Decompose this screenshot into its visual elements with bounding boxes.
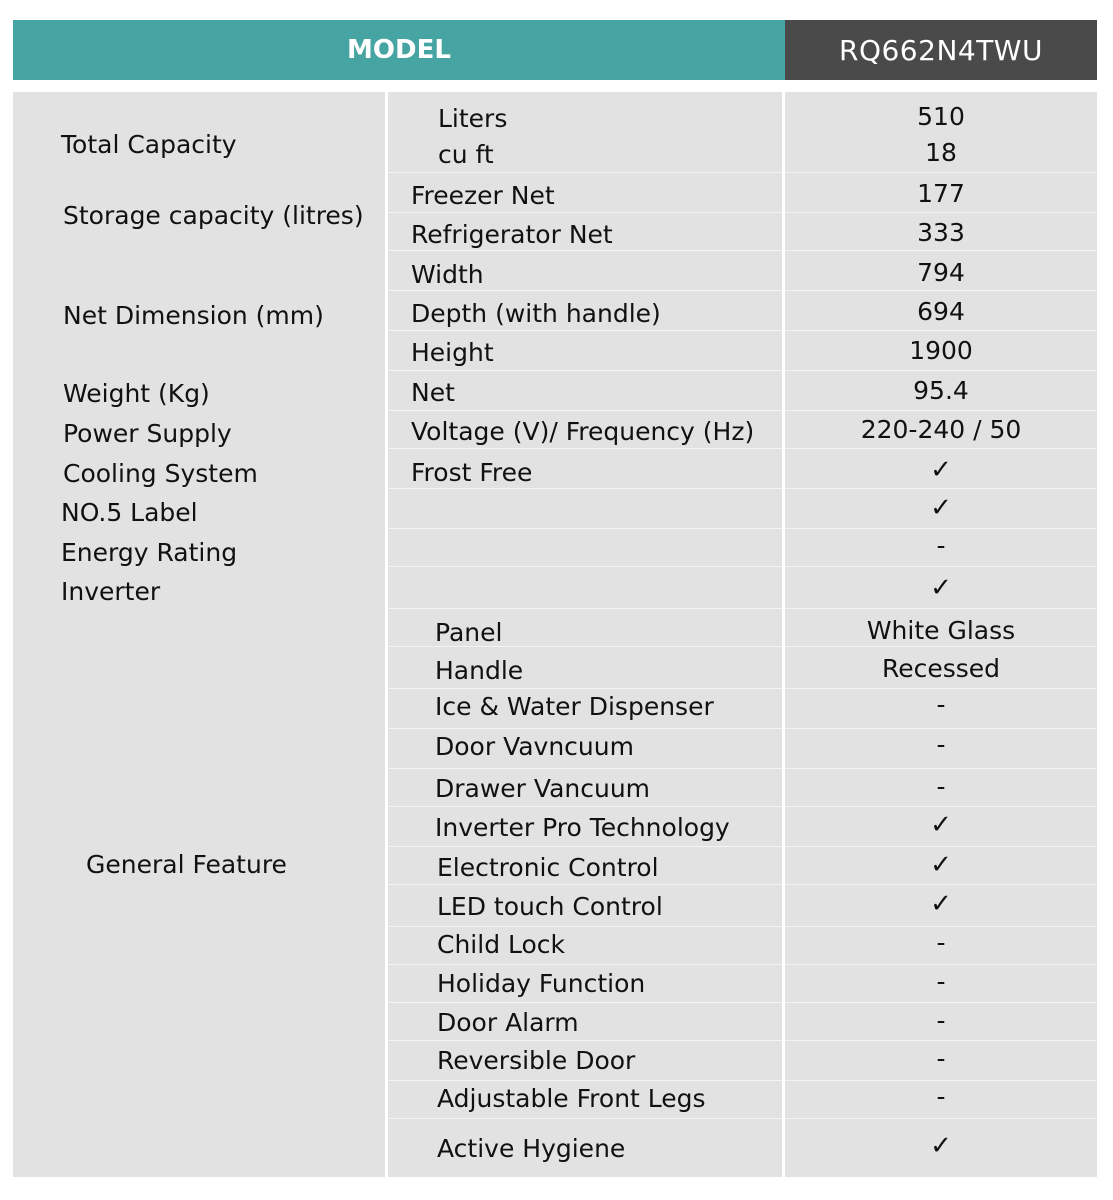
check-icon: ✓ [930,889,952,919]
spec-value: 694 [917,296,965,326]
row-divider [785,646,1097,647]
spec-subcategory: Liters [438,103,508,133]
category-energy-rating: Energy Rating [61,537,238,567]
category-cooling-system: Cooling System [63,458,258,488]
row-divider [785,566,1097,567]
spec-subcategory: Inverter Pro Technology [435,812,730,842]
model-label: MODEL [13,20,785,80]
category-net-dimension: Net Dimension (mm) [63,300,324,330]
category-no5-label: NO.5 Label [61,497,198,527]
spec-value: 177 [917,178,965,208]
spec-subcategory: Frost Free [411,457,533,487]
row-divider [388,728,782,729]
spec-value: 1900 [909,335,973,365]
row-divider [785,370,1097,371]
row-divider [388,528,782,529]
spec-subcategory: Panel [435,617,503,647]
row-divider [388,608,782,609]
spec-subcategory: Handle [435,655,524,685]
subcategory-column [388,92,782,1177]
dash-icon: - [936,1005,946,1035]
check-icon: ✓ [930,455,952,485]
row-divider [388,410,782,411]
row-divider [388,1118,782,1119]
row-divider [388,330,782,331]
spec-subcategory: Freezer Net [411,180,555,210]
row-divider [388,172,782,173]
row-divider [388,448,782,449]
spec-value: 510 [917,101,965,131]
spec-value: 220-240 / 50 [860,414,1022,444]
row-divider [388,926,782,927]
dash-icon: - [936,771,946,801]
spec-subcategory: Drawer Vancuum [435,773,651,803]
category-inverter: Inverter [61,576,161,606]
spec-subcategory: cu ft [438,139,494,169]
category-power-supply: Power Supply [63,418,232,448]
row-divider [785,290,1097,291]
category-column [13,92,385,1177]
dash-icon: - [936,1081,946,1111]
row-divider [785,884,1097,885]
row-divider [785,330,1097,331]
dash-icon: - [936,927,946,957]
spec-subcategory: Electronic Control [437,852,659,882]
spec-subcategory: Reversible Door [437,1045,636,1075]
row-divider [388,250,782,251]
category-total-capacity: Total Capacity [61,129,237,159]
row-divider [785,806,1097,807]
dash-icon: - [936,1043,946,1073]
table-header [13,20,1097,80]
row-divider [785,846,1097,847]
spec-value: 794 [917,257,965,287]
row-divider [388,1040,782,1041]
value-column [785,92,1097,1177]
spec-value: White Glass [866,615,1016,645]
row-divider [388,806,782,807]
row-divider [388,566,782,567]
row-divider [388,884,782,885]
spec-subcategory: Depth (with handle) [411,298,661,328]
row-divider [388,1080,782,1081]
dash-icon: - [936,729,946,759]
spec-subcategory: Net [411,377,455,407]
row-divider [388,768,782,769]
spec-subcategory: Ice & Water Dispenser [435,691,714,721]
row-divider [388,290,782,291]
row-divider [785,410,1097,411]
spec-value: 333 [917,217,965,247]
check-icon: ✓ [930,493,952,523]
spec-value: 18 [925,137,957,167]
category-general-feature: General Feature [86,849,287,879]
spec-subcategory: Voltage (V)/ Frequency (Hz) [411,416,755,446]
category-storage-capacity: Storage capacity (litres) [63,200,364,230]
row-divider [785,768,1097,769]
dash-icon: - [936,689,946,719]
check-icon: ✓ [930,810,952,840]
spec-subcategory: Child Lock [437,929,566,959]
row-divider [785,448,1097,449]
spec-value: 95.4 [913,375,969,405]
spec-table [13,92,1097,1177]
spec-subcategory: Door Alarm [437,1007,579,1037]
spec-subcategory: Adjustable Front Legs [437,1083,706,1113]
row-divider [785,250,1097,251]
spec-subcategory: Refrigerator Net [411,219,613,249]
spec-subcategory: Door Vavncuum [435,731,634,761]
spec-subcategory: Active Hygiene [437,1133,626,1163]
row-divider [388,846,782,847]
row-divider [785,1040,1097,1041]
row-divider [388,1002,782,1003]
spec-subcategory: LED touch Control [437,891,663,921]
row-divider [785,212,1097,213]
row-divider [388,488,782,489]
row-divider [388,964,782,965]
check-icon: ✓ [930,850,952,880]
category-weight: Weight (Kg) [63,378,210,408]
spec-subcategory: Height [411,337,494,367]
dash-icon: - [936,530,946,560]
check-icon: ✓ [930,1131,952,1161]
dash-icon: - [936,966,946,996]
model-number: RQ662N4TWU [785,20,1097,80]
row-divider [785,488,1097,489]
row-divider [785,172,1097,173]
check-icon: ✓ [930,573,952,603]
row-divider [785,608,1097,609]
row-divider [785,1118,1097,1119]
spec-subcategory: Holiday Function [437,968,646,998]
row-divider [388,370,782,371]
row-divider [388,212,782,213]
row-divider [785,1002,1097,1003]
spec-subcategory: Width [411,259,484,289]
row-divider [388,688,782,689]
spec-value: Recessed [881,653,1001,683]
